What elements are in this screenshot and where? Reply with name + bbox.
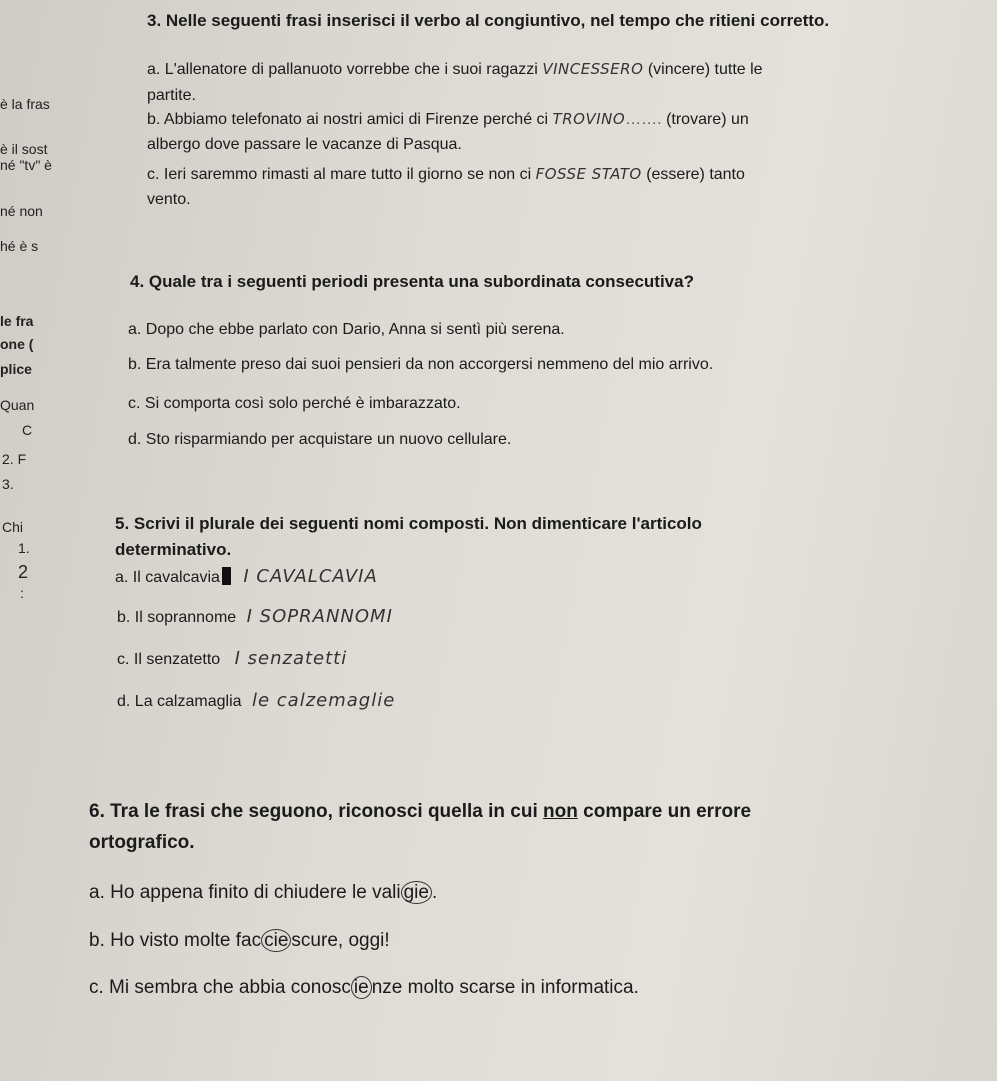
question-5c-text: c. Il senzatetto: [117, 651, 221, 668]
margin-text: Chi: [2, 519, 24, 535]
question-6-heading-line2: ortografico.: [89, 832, 195, 853]
question-3b-dots: …….: [625, 111, 662, 128]
question-3c-answer: FOSSE STATO: [535, 165, 642, 183]
margin-text: né "tv" è: [0, 157, 52, 173]
question-3c-text: c. Ieri saremmo rimasti al mare tutto il giorno se non ci: [147, 166, 532, 183]
question-4-heading: 4. Quale tra i seguenti periodi presenta una subordinata consecutiva?: [130, 272, 694, 291]
question-3b: [147, 110, 749, 129]
question-3a-continuation: partite.: [147, 87, 196, 104]
question-6-heading: [89, 801, 751, 823]
question-4-option-a: a. Dopo che ebbe parlato con Dario, Anna si sentì più serena.: [128, 321, 565, 338]
question-6a-end: .: [431, 882, 438, 903]
question-5c: [117, 648, 347, 669]
question-4-option-c: c. Si comporta così solo perché è imbarazzato.: [128, 395, 461, 412]
question-6a-circled: gie: [401, 881, 432, 904]
question-3b-answer: TROVINO: [552, 110, 626, 128]
question-6-heading-pre: 6. Tra le frasi che seguono, riconosci quella in cui: [89, 801, 538, 822]
question-6c-end: nze molto scarse in informatica.: [371, 977, 639, 998]
margin-text: le fra: [0, 313, 34, 329]
margin-text: 3.: [2, 476, 14, 492]
question-6-option-b: [89, 930, 390, 952]
margin-text: C: [22, 422, 33, 438]
margin-text: hé è s: [0, 238, 39, 254]
question-3a: [147, 60, 763, 79]
question-6-heading-post: compare un errore: [583, 801, 752, 822]
margin-text: plice: [0, 361, 32, 377]
margin-text: né non: [0, 203, 43, 219]
question-6c-text: c. Mi sembra che abbia conosc: [89, 977, 351, 998]
question-5b: [117, 606, 393, 627]
question-4-option-b: b. Era talmente preso dai suoi pensieri da non accorgersi nemmeno del mio arrivo.: [128, 356, 714, 373]
margin-text: 2. F: [2, 451, 27, 467]
question-4-option-d: d. Sto risparmiando per acquistare un nuovo cellulare.: [128, 431, 512, 448]
question-3b-continuation: albergo dove passare le vacanze di Pasqua.: [147, 136, 462, 153]
question-3c-continuation: vento.: [147, 191, 191, 208]
question-6-option-c: [89, 977, 639, 999]
margin-text: Quan: [0, 397, 35, 413]
question-6a-text: a. Ho appena finito di chiudere le vali: [89, 882, 401, 903]
question-6b-text: b. Ho visto molte fac: [89, 930, 262, 951]
question-3c-hint: (essere) tanto: [646, 166, 745, 183]
question-3b-hint: (trovare) un: [666, 111, 749, 128]
question-3a-answer: VINCESSERO: [542, 60, 644, 78]
question-5c-answer: I senzatetti: [234, 648, 348, 669]
question-6-option-a: [89, 882, 437, 904]
cursor-mark: [222, 567, 231, 585]
question-3a-hint: (vincere) tutte le: [647, 61, 763, 78]
margin-text: one (: [0, 336, 34, 352]
question-5a: [115, 566, 378, 587]
question-3b-text: b. Abbiamo telefonato ai nostri amici di Firenze perché ci: [147, 111, 549, 128]
question-3c: [147, 165, 745, 184]
question-5b-answer: I SOPRANNOMI: [246, 606, 393, 627]
question-5-heading: 5. Scrivi il plurale dei seguenti nomi composti. Non dimenticare l'articolo: [115, 514, 702, 533]
question-5-heading-line2: determinativo.: [115, 540, 232, 559]
margin-text: :: [20, 585, 24, 601]
question-6-heading-non: non: [543, 801, 578, 822]
question-3a-text: a. L'allenatore di pallanuoto vorrebbe che i suoi ragazzi: [147, 61, 538, 78]
margin-text: 2: [18, 562, 29, 582]
margin-text: 1.: [18, 540, 30, 556]
question-5b-text: b. Il soprannome: [117, 609, 237, 626]
question-6c-circled: ie: [351, 976, 372, 999]
question-6b-circled: cie: [261, 929, 291, 952]
question-5a-answer: I CAVALCAVIA: [243, 566, 378, 587]
question-5a-text: a. Il cavalcavia: [115, 569, 220, 586]
question-3-heading: 3. Nelle seguenti frasi inserisci il verbo al congiuntivo, nel tempo che ritieni corretto.: [147, 11, 830, 30]
question-6b-end: scure, oggi!: [291, 930, 390, 951]
question-5d: [117, 690, 395, 711]
margin-text: è il sost: [0, 141, 48, 157]
question-5d-answer: le calzemaglie: [251, 690, 396, 711]
question-5d-text: d. La calzamaglia: [117, 693, 242, 710]
margin-text: è la fras: [0, 96, 50, 112]
